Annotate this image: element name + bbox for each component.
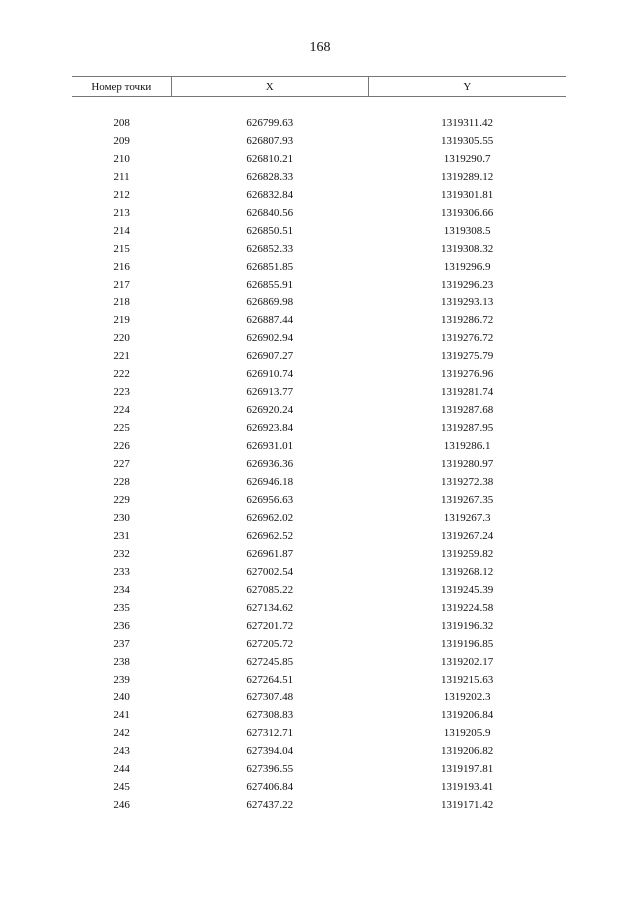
cell-x: 627437.22 <box>246 799 294 812</box>
cell-y: 1319308.5 <box>443 224 491 237</box>
cell-x: 626799.63 <box>246 116 294 129</box>
cell-x: 626810.21 <box>246 152 294 165</box>
cell-point-number: 217 <box>113 278 130 291</box>
table-row <box>72 223 566 241</box>
cell-x: 626828.33 <box>246 170 294 183</box>
cell-y: 1319267.35 <box>441 493 494 506</box>
cell-x: 626869.98 <box>246 296 294 309</box>
cell-y: 1319280.97 <box>441 458 494 471</box>
table-row <box>72 474 566 492</box>
cell-x: 627307.48 <box>246 691 294 704</box>
cell-y: 1319272.38 <box>441 476 494 489</box>
cell-y: 1319311.42 <box>441 116 494 129</box>
cell-x: 627406.84 <box>246 781 294 794</box>
page-number: 168 <box>309 40 331 55</box>
table-row <box>72 636 566 654</box>
table-row <box>72 115 566 133</box>
cell-y: 1319296.9 <box>443 260 491 273</box>
cell-y: 1319276.96 <box>441 368 494 381</box>
cell-point-number: 232 <box>113 547 130 560</box>
cell-x: 626887.44 <box>246 314 294 327</box>
cell-point-number: 238 <box>113 655 130 668</box>
table-row <box>72 528 566 546</box>
table-row <box>72 169 566 187</box>
cell-x: 626931.01 <box>246 440 294 453</box>
table-row <box>72 402 566 420</box>
cell-y: 1319287.95 <box>441 422 494 435</box>
cell-point-number: 211 <box>113 170 130 183</box>
table-row <box>72 582 566 600</box>
table-row <box>72 761 566 779</box>
cell-point-number: 210 <box>113 152 130 165</box>
cell-x: 626850.51 <box>246 224 294 237</box>
table-row <box>72 707 566 725</box>
table-row <box>72 510 566 528</box>
table-row <box>72 241 566 259</box>
table-row <box>72 151 566 169</box>
cell-y: 1319197.81 <box>441 763 494 776</box>
table-header-row <box>72 77 566 97</box>
cell-y: 1319206.84 <box>441 709 494 722</box>
cell-y: 1319267.24 <box>441 529 494 542</box>
cell-y: 1319286.72 <box>441 314 494 327</box>
cell-point-number: 240 <box>113 691 130 704</box>
cell-x: 626913.77 <box>246 386 294 399</box>
table-row <box>72 689 566 707</box>
cell-point-number: 229 <box>113 493 130 506</box>
cell-point-number: 220 <box>113 332 130 345</box>
cell-y: 1319202.3 <box>443 691 491 704</box>
table-row <box>72 277 566 295</box>
table-row <box>72 205 566 223</box>
cell-point-number: 221 <box>113 350 130 363</box>
cell-x: 626936.36 <box>246 458 294 471</box>
cell-y: 1319275.79 <box>441 350 494 363</box>
table-row <box>72 672 566 690</box>
coordinates-table <box>72 76 566 815</box>
cell-point-number: 219 <box>113 314 130 327</box>
cell-point-number: 228 <box>113 476 130 489</box>
table-row <box>72 779 566 797</box>
cell-point-number: 230 <box>113 511 130 524</box>
cell-point-number: 214 <box>113 224 130 237</box>
cell-point-number: 213 <box>113 206 130 219</box>
cell-point-number: 239 <box>113 673 130 686</box>
cell-x: 626855.91 <box>246 278 294 291</box>
table-row <box>72 492 566 510</box>
cell-y: 1319286.1 <box>443 440 491 453</box>
cell-x: 627308.83 <box>246 709 294 722</box>
column-header-x: X <box>171 77 368 97</box>
cell-point-number: 218 <box>113 296 130 309</box>
cell-point-number: 215 <box>113 242 130 255</box>
cell-x: 626920.24 <box>246 404 294 417</box>
cell-y: 1319308.32 <box>441 242 494 255</box>
cell-x: 626840.56 <box>246 206 294 219</box>
cell-y: 1319305.55 <box>441 134 494 147</box>
column-header-point-number: Номер точки <box>72 77 171 97</box>
cell-x: 627264.51 <box>246 673 294 686</box>
table-row <box>72 456 566 474</box>
cell-y: 1319281.74 <box>441 386 494 399</box>
table-row <box>72 546 566 564</box>
table-body <box>72 97 566 816</box>
table-row <box>72 133 566 151</box>
cell-point-number: 224 <box>113 404 130 417</box>
cell-x: 626807.93 <box>246 134 294 147</box>
cell-y: 1319215.63 <box>441 673 494 686</box>
cell-x: 626956.63 <box>246 493 294 506</box>
cell-y: 1319289.12 <box>441 170 494 183</box>
cell-point-number: 234 <box>113 583 130 596</box>
cell-x: 627002.54 <box>246 565 294 578</box>
cell-point-number: 233 <box>113 565 130 578</box>
cell-y: 1319287.68 <box>441 404 494 417</box>
cell-x: 626910.74 <box>246 368 294 381</box>
cell-x: 627394.04 <box>246 745 294 758</box>
cell-x: 626902.94 <box>246 332 294 345</box>
table-spacer-row <box>72 97 566 115</box>
table-row <box>72 438 566 456</box>
cell-point-number: 243 <box>113 745 130 758</box>
cell-y: 1319245.39 <box>441 583 494 596</box>
cell-point-number: 231 <box>113 529 130 542</box>
table-row <box>72 618 566 636</box>
cell-x: 627205.72 <box>246 637 294 650</box>
cell-y: 1319196.85 <box>441 637 494 650</box>
table-row <box>72 654 566 672</box>
table-row <box>72 366 566 384</box>
cell-point-number: 244 <box>113 763 130 776</box>
cell-x: 627396.55 <box>246 763 294 776</box>
cell-x: 626832.84 <box>246 188 294 201</box>
cell-y: 1319268.12 <box>441 565 494 578</box>
cell-point-number: 223 <box>113 386 130 399</box>
cell-x: 627245.85 <box>246 655 294 668</box>
cell-point-number: 209 <box>113 134 130 147</box>
cell-point-number: 225 <box>113 422 130 435</box>
cell-point-number: 246 <box>113 799 130 812</box>
cell-y: 1319296.23 <box>441 278 494 291</box>
cell-x: 626907.27 <box>246 350 294 363</box>
cell-y: 1319276.72 <box>441 332 494 345</box>
table-row <box>72 600 566 618</box>
cell-x: 626962.52 <box>246 529 294 542</box>
cell-x: 627134.62 <box>246 601 294 614</box>
table-row <box>72 420 566 438</box>
cell-point-number: 208 <box>113 116 130 129</box>
table-row <box>72 384 566 402</box>
cell-y: 1319171.42 <box>441 799 494 812</box>
cell-x: 626962.02 <box>246 511 294 524</box>
table-row <box>72 348 566 366</box>
cell-y: 1319196.32 <box>441 619 494 632</box>
cell-y: 1319205.9 <box>443 727 491 740</box>
table-row <box>72 312 566 330</box>
table-row <box>72 330 566 348</box>
cell-x: 627201.72 <box>246 619 294 632</box>
table-row <box>72 797 566 815</box>
cell-y: 1319267.3 <box>443 511 491 524</box>
cell-y: 1319202.17 <box>441 655 494 668</box>
cell-x: 626961.87 <box>246 547 294 560</box>
cell-point-number: 227 <box>113 458 130 471</box>
cell-point-number: 241 <box>113 709 130 722</box>
cell-y: 1319301.81 <box>441 188 494 201</box>
cell-y: 1319193.41 <box>441 781 494 794</box>
cell-y: 1319206.82 <box>441 745 494 758</box>
cell-point-number: 245 <box>113 781 130 794</box>
table-row <box>72 294 566 312</box>
cell-point-number: 222 <box>113 368 130 381</box>
cell-x: 627312.71 <box>246 727 294 740</box>
cell-y: 1319290.7 <box>443 152 491 165</box>
table-spacer-cell <box>72 97 566 115</box>
cell-point-number: 242 <box>113 727 130 740</box>
cell-point-number: 226 <box>113 440 130 453</box>
cell-y: 1319259.82 <box>441 547 494 560</box>
cell-x: 627085.22 <box>246 583 294 596</box>
cell-x: 626852.33 <box>246 242 294 255</box>
cell-x: 626923.84 <box>246 422 294 435</box>
cell-point-number: 216 <box>113 260 130 273</box>
cell-point-number: 236 <box>113 619 130 632</box>
cell-y: 1319293.13 <box>441 296 494 309</box>
cell-point-number: 212 <box>113 188 130 201</box>
cell-point-number: 237 <box>113 637 130 650</box>
table-row <box>72 259 566 277</box>
cell-x: 626851.85 <box>246 260 294 273</box>
cell-y: 1319224.58 <box>441 601 494 614</box>
cell-x: 626946.18 <box>246 476 294 489</box>
table-row <box>72 725 566 743</box>
cell-point-number: 235 <box>113 601 130 614</box>
table-row <box>72 187 566 205</box>
table-row <box>72 564 566 582</box>
cell-y: 1319306.66 <box>441 206 494 219</box>
table-row <box>72 743 566 761</box>
column-header-y: Y <box>368 77 566 97</box>
